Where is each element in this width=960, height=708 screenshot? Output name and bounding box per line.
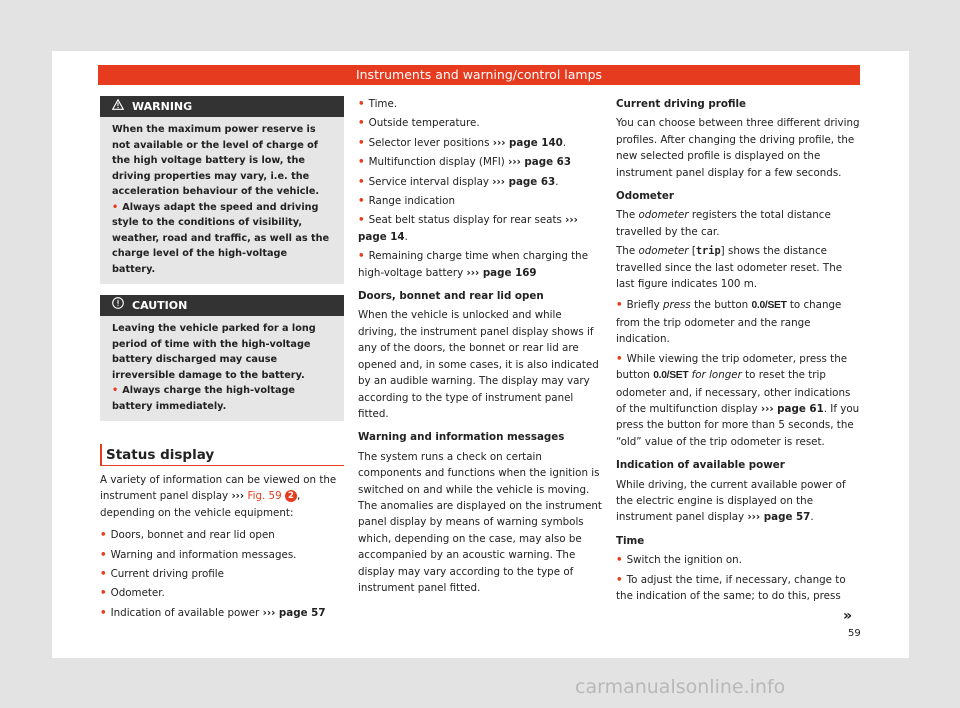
section-heading: Status display: [100, 444, 344, 466]
warning-box: [100, 96, 344, 284]
warning-bullet-text: Always adapt the speed and driving style to the conditions of visibility, weather, road and traffic, as well as the charge level of the high-voltage battery.: [112, 201, 330, 275]
bullet-dot: •: [112, 385, 119, 396]
caution-text: Leaving the vehicle parked for a long period of time with the high-voltage battery discharged may cause irreversible damage to the battery.: [112, 323, 316, 381]
warning-bullet: [112, 200, 332, 278]
warning-label: WARNING: [132, 100, 193, 113]
warning-header: [100, 96, 344, 117]
page-link[interactable]: ››› page 63: [508, 156, 571, 169]
power-paragraph: While driving, the current available power of the electric engine is displayed on the instrument panel display ››› page 57.: [616, 478, 846, 524]
ref-arrows: ›››: [231, 490, 245, 503]
page-link[interactable]: ››› page 57: [747, 511, 811, 524]
reset-button-label: 0.0/SET: [751, 300, 787, 312]
list-item: • Doors, bonnet and rear lid open: [100, 529, 275, 542]
page-link[interactable]: ››› page 57: [262, 606, 326, 619]
warning-body: [100, 117, 344, 284]
list-item: • Indication of available power ››› page 57: [100, 606, 326, 619]
caution-header: [100, 295, 344, 316]
list-item: • Warning and information messages.: [100, 548, 297, 561]
list-item: • Seat belt status display for rear seats ››› page 14.: [358, 214, 578, 243]
caution-label: CAUTION: [132, 299, 188, 312]
warning-triangle-icon: [112, 96, 124, 117]
page-link[interactable]: ››› page 14: [358, 214, 578, 243]
warnings-paragraph: The system runs a check on certain components and functions when the ignition is switched on and while the vehicle is moving. The anomalies are displayed on the instrument panel display by means of warning symbols which, depending on the case, may also be accompanied by an acoustic warning. The display may vary according to the type of instrument panel fitted.: [358, 450, 602, 594]
caution-box: [100, 295, 344, 421]
caution-bullet: [112, 383, 332, 414]
column-2: [358, 96, 602, 596]
list-item: • Service interval display ››› page 63.: [358, 175, 559, 188]
subheading-profile: Current driving profile: [616, 98, 747, 110]
caution-circle-icon: [112, 295, 124, 316]
figure-link[interactable]: Fig. 59: [244, 490, 285, 503]
watermark: carmanualsonline.info: [575, 676, 786, 698]
column-3: [616, 96, 860, 604]
page-link[interactable]: ››› page 63: [492, 175, 556, 188]
trip-paragraph: The odometer [trip] shows the distance travelled since the last odometer reset. The last figure indicates 100 m.: [616, 245, 843, 291]
list-item: • Odometer.: [100, 587, 165, 600]
intro-text: A variety of information can be viewed on the instrument panel display: [100, 474, 337, 503]
list-item: • Selector lever positions ››› page 140.: [358, 136, 567, 149]
list-item: • Outside temperature.: [358, 117, 480, 130]
list-item: • Time.: [358, 98, 398, 110]
subheading-power: Indication of available power: [616, 459, 785, 472]
trip-display-code: trip: [695, 245, 721, 258]
list-item: • Switch the ignition on.: [616, 554, 742, 567]
status-intro: [100, 472, 344, 521]
page-link[interactable]: ››› page 140: [492, 136, 563, 149]
subheading-odometer: Odometer: [616, 190, 674, 203]
profile-paragraph: You can choose between three different driving profiles. After changing the driving profile, the new selected profile is displayed on the instrument panel display for a few seconds.: [616, 117, 860, 179]
list-item: • Briefly press the button 0.0/SET to change from the trip odometer and the range indication.: [616, 299, 842, 346]
page-link[interactable]: ››› page 61: [760, 402, 824, 415]
subheading-time: Time: [616, 534, 645, 547]
subheading-doors: Doors, bonnet and rear lid open: [358, 290, 544, 303]
page-number: 59: [848, 628, 861, 639]
column-1: [100, 96, 344, 621]
odometer-paragraph: The odometer registers the total distance travelled by the car.: [616, 209, 831, 238]
list-item: • Remaining charge time when charging the high-voltage battery ››› page 169: [358, 250, 589, 279]
doors-paragraph: When the vehicle is unlocked and while driving, the instrument panel display shows if any of the doors, the bonnet or rear lid are opened and, in some cases, it is also indicated by an audible warning. The display may vary according to the type of instrument panel fitted.: [358, 309, 599, 420]
warning-text: When the maximum power reserve is not available or the level of charge of the high voltage battery is low, the driving properties may vary, i.e. the acceleration behaviour of the vehicle.: [112, 124, 320, 197]
list-item: • Multifunction display (MFI) ››› page 63: [358, 156, 571, 169]
caution-body: [100, 316, 344, 421]
reset-button-label: 0.0/SET: [653, 370, 689, 382]
bullet-dot: •: [112, 201, 119, 213]
list-item: • Range indication: [358, 195, 455, 208]
subheading-warnings: Warning and information messages: [358, 431, 565, 444]
continued-marker: »: [843, 608, 853, 624]
chapter-title: Instruments and warning/control lamps: [98, 65, 860, 85]
list-item: • Current driving profile: [100, 568, 224, 581]
list-item: • While viewing the trip odometer, press the button 0.0/SET for longer to reset the trip odometer and, if necessary, other indications of the multifunction display ››› page 61. If you press the button for more than 5 seconds, the “old” value of the trip odometer is reset.: [616, 352, 860, 448]
list-item: • To adjust the time, if necessary, change to the indication of the same; to do this, press: [616, 573, 846, 602]
intro-text-end: , depending on the vehicle equipment:: [100, 490, 301, 519]
caution-bullet-text: Always charge the high-voltage battery immediately.: [112, 385, 295, 412]
callout-number: 2: [285, 490, 297, 502]
page-link[interactable]: ››› page 169: [466, 266, 537, 279]
